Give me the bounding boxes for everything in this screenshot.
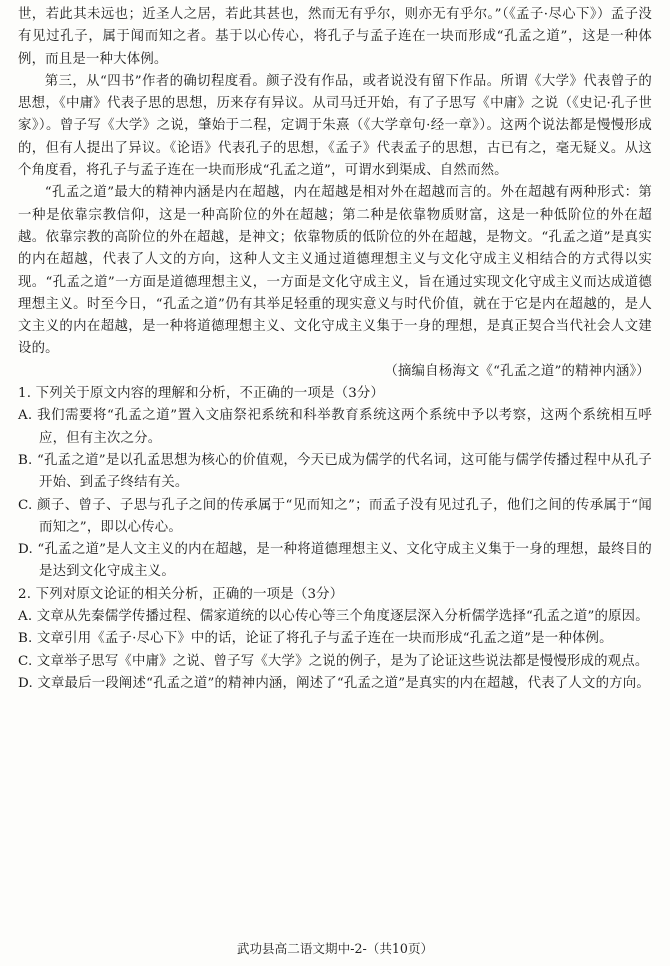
option-text: C. 颜子、曾子、子思与孔子之间的传承属于“见而知之”；而孟子没有见过孔子，他们之间的传承属于“闻而知之”，即以心传心。 (18, 497, 652, 535)
option-text: D. “孔孟之道”是人文主义的内在超越，是一种将道德理想主义、文化守成主义集于一身的理想，最终目的是达到文化守成主义。 (18, 542, 652, 580)
article-source: （摘编自杨海文《“孔孟之道”的精神内涵》） (384, 363, 650, 379)
option-text: A. 文章从先秦儒学传播过程、儒家道统的以心传心等三个角度逐层深入分析儒学选择“孔孟之道”的原因。 (18, 609, 649, 625)
question-1-stem: 1. 下列关于原文内容的理解和分析，不正确的一项是（3分） (18, 386, 385, 402)
question-1 (18, 383, 652, 584)
option-text: C. 文章举子思写《中庸》之说、曾子写《大学》之说的例子，是为了论证这些说法都是慢慢形成的观点。 (18, 653, 649, 669)
paragraph-continuation: 世，若此其未远也；近圣人之居，若此其甚也，然而无有乎尔，则亦无有乎尔。”（《孟子·尽心下》）孟子没有见过孔子，属于闻而知之者。基于以心传心，将孔子与孟子连在一块而形成“孔孟之道”，这是一种体例，而且是一种大体例。 (18, 7, 652, 67)
option-text: B. 文章引用《孟子·尽心下》中的话，论证了将孔子与孟子连在一块而形成“孔孟之道”是一种体例。 (18, 631, 613, 647)
question-1-option-d[interactable] (18, 539, 652, 584)
question-2-stem: 2. 下列对原文论证的相关分析，正确的一项是（3分） (18, 586, 344, 602)
question-1-option-a[interactable] (18, 405, 652, 450)
paragraph-third-point: 第三，从“四书”作者的确切程度看。颜子没有作品，或者说没有留下作品。所谓《大学》代表曾子的思想，《中庸》代表子思的思想，历来存有异议。从司马迁开始，有了子思写《中庸》之说（《史记·孔子世家》）。曾子写《大学》之说，肇始于二程，定调于朱熹（《大学章句·经一章》）。这两个说法都是慢慢形成的，但有人提出了异议。《论语》代表孔子的思想，《孟子》代表孟子的思想，古已有之，毫无疑义。从这个角度看，将孔子与孟子连在一块而形成“孔孟之道”，可谓水到渠成、自然而然。 (18, 73, 652, 179)
question-2-option-c[interactable] (18, 651, 652, 673)
page-footer: 武功县高二语文期中-2-（共10页） (236, 941, 434, 956)
article-body (18, 4, 652, 695)
question-2-option-d[interactable] (18, 673, 652, 695)
question-2-option-a[interactable] (18, 606, 652, 628)
option-text: A. 我们需要将“孔孟之道”置入文庙祭祀系统和科举教育系统这两个系统中予以考察，这两个系统相互呼应，但有主次之分。 (18, 408, 652, 446)
option-text: B. “孔孟之道”是以孔孟思想为核心的价值观，今天已成为儒学的代名词，这可能与儒学传播过程中从孔子开始、到孟子终结有关。 (18, 452, 652, 491)
question-2 (18, 584, 652, 695)
question-1-option-c[interactable] (18, 495, 652, 540)
paragraph-spiritual-connotation: “孔孟之道”最大的精神内涵是内在超越，内在超越是相对外在超越而言的。外在超越有两种形式：第一种是依靠宗教信仰，这是一种高阶位的外在超越；第二种是依靠物质财富，这是一种低阶位的外在超越。依靠宗教的高阶位的外在超越，是神文；依靠物质的低阶位的外在超越，是物文。“孔孟之道”是真实的内在超越，代表了人文的方向，这种人文主义通过道德理想主义与文化守成主义相结合的方式得以实现。“孔孟之道”一方面是道德理想主义，一方面是文化守成主义，旨在通过实现文化守成主义而达成道德理想主义。时至今日，“孔孟之道”仍有其举足轻重的现实意义与时代价值，就在于它是内在超越的，是人文主义的内在超越，是一种将道德理想主义、文化守成主义集于一身的理想，是真正契合当代社会人文建设的。 (18, 185, 652, 357)
question-1-option-b[interactable] (18, 450, 652, 495)
option-text: D. 文章最后一段阐述“孔孟之道”的精神内涵，阐述了“孔孟之道”是真实的内在超越，代表了人文的方向。 (18, 675, 650, 691)
question-2-option-b[interactable] (18, 628, 652, 650)
